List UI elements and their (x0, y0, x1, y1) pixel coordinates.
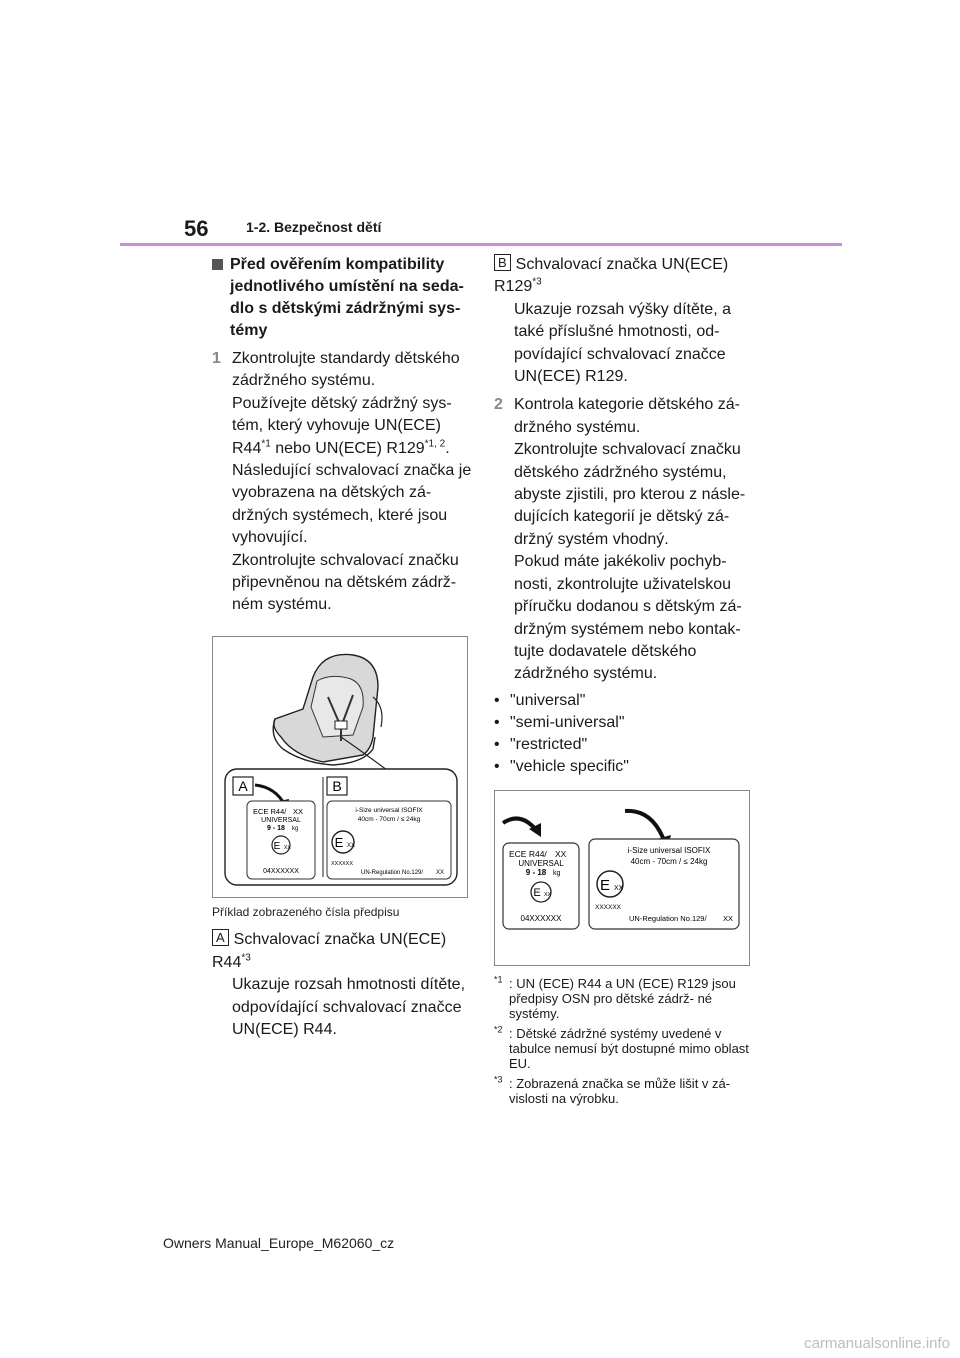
bullet-icon: • (494, 713, 500, 731)
subsection-heading-text: Před ověřením kompatibility jednotlivého umístění na seda- dlo s dětskými zádržnými sys- témy (230, 256, 464, 339)
footnote-text: : Zobrazená značka se může lišit v zá- vislosti na výrobku. (509, 1075, 731, 1106)
approval-marks-figure (494, 790, 750, 966)
step-2-line-3: Pokud máte jakékoliv pochyb- nosti, zkontrolujte uživatelskou příručku dodanou s dětským zá- držným systémem nebo kontak- tujte dodavatele dětského zádržného systému. (514, 553, 742, 683)
step-2-line-1: Kontrola kategorie dětského zá- držného systému. (514, 396, 740, 436)
r44-number: 04XXXXXX (520, 913, 562, 923)
item-b-title-line (494, 254, 756, 299)
page-number: 56 (184, 216, 209, 241)
step-1-text-a: Používejte dětský zádržný sys- tém, který vyhovuje UN(ECE) R44 (232, 394, 452, 457)
step-body (232, 348, 472, 617)
footnote-mark-text: *2 (494, 1024, 503, 1035)
step-1-line-4: Zkontrolujte schvalovací značku připevněnou na dětském zádrž- ném systému. (232, 551, 459, 614)
category-text: "vehicle specific" (510, 757, 629, 775)
footnote-mark-text: *3 (494, 1074, 503, 1085)
item-a-title: Schvalovací značka UN(ECE) R44 (212, 931, 447, 971)
footnote (494, 976, 756, 1021)
r44-unit: kg (292, 825, 299, 832)
r44-unit: kg (553, 869, 561, 877)
step-1-text-b: nebo UN(ECE) R129 (270, 439, 425, 457)
right-column (494, 254, 756, 1111)
r44-line-1: ECE R44/ (253, 806, 287, 816)
footer-manual-name: Owners Manual_Europe_M62060_cz (163, 1235, 395, 1251)
category-text: "restricted" (510, 735, 588, 753)
r129-line-2: 40cm - 70cm / ≤ 24kg (357, 815, 421, 823)
item-a-body (212, 929, 472, 1041)
r44-mark-e-sub: XX (284, 844, 291, 851)
category-text: "semi-universal" (510, 713, 625, 731)
r129-mark-e-sub: XX (614, 884, 624, 892)
footnote-ref: *1, 2 (424, 438, 446, 450)
r129-reg: UN-Regulation No.129/ (361, 869, 424, 876)
step-1-text-c: . (445, 439, 450, 457)
r44-line-2: UNIVERSAL (261, 816, 301, 824)
item-b-body (494, 254, 756, 388)
subsection-heading (212, 254, 472, 342)
child-seat-illustration (213, 637, 467, 897)
bullet-icon: • (494, 691, 500, 709)
r129-mark-e: E (599, 876, 611, 894)
item-b-text: Ukazuje rozsah výšky dítěte, a také příslušné hmotnosti, od- povídající schvalovací značce UN(ECE) R129. (514, 300, 731, 386)
r129-reg-suffix: XX (723, 913, 734, 923)
step-1 (212, 348, 472, 617)
r129-number: XXXXXX (595, 903, 622, 911)
footnote-mark (494, 1026, 509, 1071)
step-number: 1 (212, 350, 221, 367)
item-b (494, 254, 756, 388)
step-2 (494, 394, 756, 685)
step-2-line-2: Zkontrolujte schvalovací značku dětského zádržného systému, abyste zjistili, pro kterou z násle- dujících kategorií je dětský zá- držný systém vhodný. (514, 441, 746, 548)
r44-line-1-suffix: XX (555, 848, 567, 859)
r44-line-1-suffix: XX (293, 806, 304, 816)
label-box-b: B (494, 254, 511, 271)
r129-mark-e-sub: XX (347, 842, 356, 849)
step-1-line-1: Zkontrolujte standardy dětského zádržného systému. (232, 350, 460, 390)
list-item (494, 734, 756, 756)
category-list (494, 690, 756, 778)
item-a-text: Ukazuje rozsah hmotnosti dítěte, odpovídající schvalovací značce UN(ECE) R44. (232, 976, 466, 1038)
figure-caption: Příklad zobrazeného čísla předpisu (212, 904, 400, 919)
footnote-ref: *1 (261, 438, 271, 450)
footnote-ref: *3 (241, 952, 251, 964)
figure-label-a: A (238, 777, 248, 794)
r129-mark-e: E (334, 834, 344, 850)
step-1-line-3: Následující schvalovací značka je vyobrazena na dětských zá- držných systémech, které jsou vyhovující. (232, 462, 472, 547)
footnote-ref: *3 (532, 277, 542, 289)
list-item (494, 690, 756, 712)
category-text: "universal" (510, 691, 586, 709)
item-b-title: Schvalovací značka UN(ECE) R129 (494, 256, 729, 296)
r44-line-1: ECE R44/ (509, 848, 547, 859)
r44-number: 04XXXXXX (263, 867, 299, 875)
footnote-mark-text: *1 (494, 974, 503, 985)
r129-reg: UN-Regulation No.129/ (629, 913, 707, 923)
bullet-icon: • (494, 735, 500, 753)
r129-line-1: i-Size universal ISOFIX (355, 806, 423, 814)
r44-line-3: 9 - 18 (525, 867, 547, 877)
square-bullet-icon (212, 259, 223, 270)
figure-label-b: B (332, 777, 342, 794)
r129-line-2: 40cm - 70cm / ≤ 24kg (630, 856, 708, 866)
r44-line-2: UNIVERSAL (518, 858, 564, 868)
r129-reg-suffix: XX (436, 869, 445, 876)
footnote-mark (494, 976, 509, 1021)
label-box-a: A (212, 929, 229, 946)
footer-site-link[interactable]: carmanualsonline.info (804, 1335, 950, 1352)
header-divider (120, 243, 842, 246)
step-number: 2 (494, 396, 503, 414)
footnote (494, 1026, 756, 1071)
footnotes (494, 976, 756, 1106)
approval-marks-illustration (495, 791, 749, 965)
footnote (494, 1076, 756, 1106)
r44-mark-e: E (273, 840, 281, 852)
child-seat-figure (212, 636, 468, 898)
footnote-text: : Dětské zádržné systémy uvedené v tabulce nemusí být dostupné mimo oblast EU. (509, 1025, 749, 1071)
left-column (212, 254, 472, 1041)
item-a-title-line (212, 929, 472, 974)
step-1-line-2 (232, 393, 472, 460)
footnote-mark (494, 1076, 509, 1106)
step-body (514, 394, 756, 685)
item-a (212, 929, 472, 1041)
section-title: 1-2. Bezpečnost dětí (246, 219, 382, 235)
list-item (494, 756, 756, 778)
bullet-icon: • (494, 757, 500, 775)
r44-mark-e: E (533, 886, 541, 899)
r44-line-3: 9 - 18 (267, 824, 285, 832)
r129-line-1: i-Size universal ISOFIX (627, 845, 711, 855)
r44-mark-e-sub: XX (544, 891, 552, 898)
list-item (494, 712, 756, 734)
r129-number: XXXXXX (331, 860, 354, 867)
footnote-text: : UN (ECE) R44 a UN (ECE) R129 jsou předpisy OSN pro dětské zádrž- né systémy. (509, 975, 736, 1021)
